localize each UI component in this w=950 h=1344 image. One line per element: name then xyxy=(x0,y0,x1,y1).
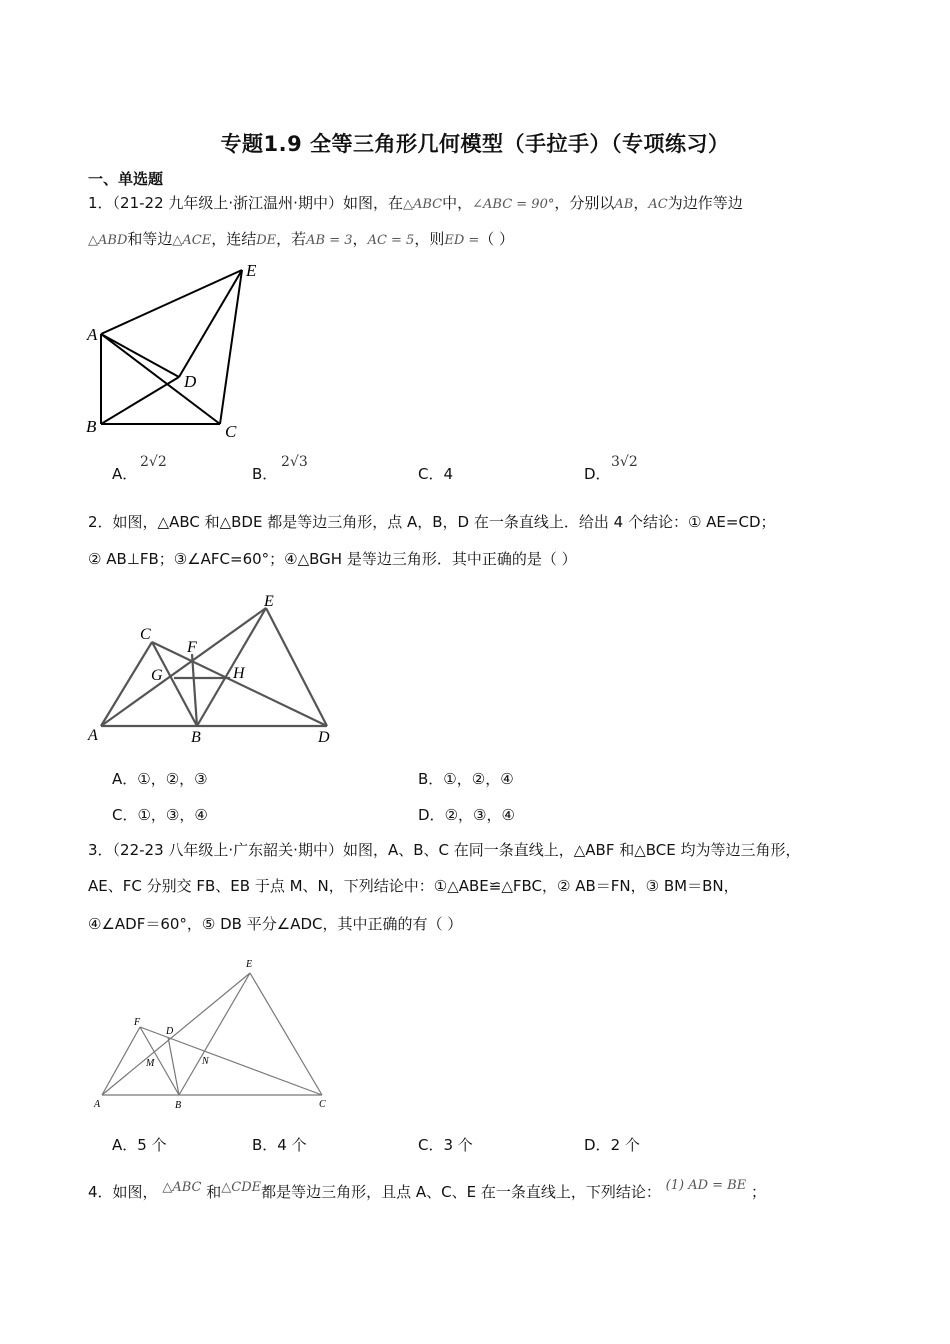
q1-number: 1． xyxy=(88,194,113,212)
q1-source: （21-22 九年级上·浙江温州·期中） xyxy=(112,194,343,212)
q1-option-d-value: 3√2 xyxy=(611,454,638,470)
q1-figure xyxy=(80,260,280,440)
q2-option-d[interactable] xyxy=(418,804,515,825)
q2-line2: ② AB⊥FB；③∠AFC=60°；④△BGH 是等边三角形．其中正确的是（ ） xyxy=(88,550,577,568)
q1-text: ， xyxy=(352,230,368,248)
q1-option-a[interactable] xyxy=(112,463,137,484)
option-value: 4 个 xyxy=(277,1136,307,1154)
q1-math: △ABC xyxy=(402,197,443,212)
q3-option-c[interactable] xyxy=(418,1134,473,1155)
q2-option-b[interactable] xyxy=(418,768,514,789)
q1-math: ED = xyxy=(444,233,480,248)
q1-math: △ABD xyxy=(88,233,128,248)
q4-math: (1) AD = BE xyxy=(665,1178,747,1193)
q4-text: 4．如图， xyxy=(88,1183,158,1201)
q2-label-b: B xyxy=(191,729,201,746)
q2-option-c[interactable] xyxy=(112,804,208,825)
option-letter: D． xyxy=(584,1136,611,1154)
q4-math: △ABC xyxy=(162,1180,202,1195)
q3-label-b: B xyxy=(175,1100,182,1111)
q3-label-n: N xyxy=(202,1056,209,1067)
q2-label-d: D xyxy=(318,729,330,746)
q3-label-e: E xyxy=(246,959,253,970)
option-letter: A． xyxy=(112,465,138,483)
q4-text: ； xyxy=(751,1183,767,1201)
page-title: 专题1.9 全等三角形几何模型（手拉手）（专项练习） xyxy=(220,132,730,156)
q1-math: △ACE xyxy=(172,233,212,248)
q3-label-f: F xyxy=(134,1017,141,1028)
option-value: ①，③，④ xyxy=(137,806,208,824)
q1-line1 xyxy=(88,193,743,215)
q1-math: ∠ABC = 90° xyxy=(472,197,555,212)
q3-figure xyxy=(90,955,340,1110)
q1-option-a-value: 2√2 xyxy=(140,454,167,470)
q2-label-f: F xyxy=(187,639,197,656)
q4-math: △CDE xyxy=(221,1180,262,1195)
q4-line1 xyxy=(88,1178,767,1204)
q1-text: 中， xyxy=(442,194,473,212)
q2-label-c: C xyxy=(140,626,151,643)
q3-figure-lines xyxy=(102,973,322,1095)
option-letter: D． xyxy=(584,465,611,483)
q1-option-b-value: 2√3 xyxy=(281,454,308,470)
q1-math: AB xyxy=(614,197,634,212)
q1-option-b[interactable] xyxy=(252,463,277,484)
q1-label-d: D xyxy=(184,372,197,391)
q1-text: （ ） xyxy=(479,230,515,248)
option-letter: A． xyxy=(112,770,138,788)
q1-text: 如图，在 xyxy=(342,194,403,212)
option-letter: D． xyxy=(418,806,445,824)
q1-text: 为边作等边 xyxy=(667,194,743,212)
q1-label-a: A xyxy=(87,325,98,344)
q1-label-e: E xyxy=(246,261,257,280)
q2-figure xyxy=(80,590,350,750)
option-value: 5 个 xyxy=(137,1136,167,1154)
option-value: 4 xyxy=(443,465,454,483)
option-value: ①，②，④ xyxy=(443,770,514,788)
q1-line2 xyxy=(88,229,514,251)
q1-option-c[interactable] xyxy=(418,463,453,484)
q3-label-c: C xyxy=(319,1099,326,1110)
q1-math: DE xyxy=(256,233,277,248)
q1-text: ，连结 xyxy=(211,230,257,248)
q1-text: 和等边 xyxy=(127,230,173,248)
q2-option-a[interactable] xyxy=(112,768,208,789)
q3-line2: AE、FC 分别交 FB、EB 于点 M、N，下列结论中：①△ABE≌△FBC，② AB＝FN，③ BM＝BN， xyxy=(88,877,739,895)
option-letter: C． xyxy=(112,806,138,824)
q2-figure-lines xyxy=(101,608,327,726)
q1-text: ， xyxy=(633,194,649,212)
q2-label-h: H xyxy=(233,665,245,682)
option-letter: B． xyxy=(418,770,444,788)
option-value: 2 个 xyxy=(610,1136,640,1154)
q1-option-d[interactable] xyxy=(584,463,611,484)
option-letter: A． xyxy=(112,1136,138,1154)
q1-math: AC xyxy=(648,197,668,212)
option-value: ①，②，③ xyxy=(137,770,208,788)
q1-math: AB = 3 xyxy=(306,233,353,248)
q3-option-b[interactable] xyxy=(252,1134,307,1155)
q1-text: ，若 xyxy=(276,230,307,248)
q3-line1 xyxy=(88,840,801,860)
q3-option-d[interactable] xyxy=(584,1134,640,1155)
q1-label-b: B xyxy=(86,417,97,436)
q4-text: 都是等边三角形，且点 A、C、E 在一条直线上，下列结论： xyxy=(261,1183,661,1201)
q1-text: ，则 xyxy=(414,230,445,248)
q4-text: 和 xyxy=(206,1183,222,1201)
q1-math: AC = 5 xyxy=(367,233,415,248)
q3-label-d: D xyxy=(166,1026,174,1037)
option-value: ②，③，④ xyxy=(444,806,515,824)
section-heading: 一、单选题 xyxy=(88,170,164,188)
q3-text: 如图，A、B、C 在同一条直线上，△ABF 和△BCE 均为等边三角形， xyxy=(342,841,801,859)
q3-label-m: M xyxy=(146,1058,155,1069)
q3-label-a: A xyxy=(94,1099,101,1110)
q3-number: 3． xyxy=(88,841,113,859)
q3-source: （22-23 八年级上·广东韶关·期中） xyxy=(112,841,343,859)
option-letter: C． xyxy=(418,465,444,483)
option-value: 3 个 xyxy=(443,1136,473,1154)
q3-option-a[interactable] xyxy=(112,1134,167,1155)
q2-line1: 2．如图，△ABC 和△BDE 都是等边三角形，点 A，B，D 在一条直线上．给出 4 个结论：① AE=CD； xyxy=(88,513,776,531)
q2-label-g: G xyxy=(151,667,163,684)
q2-label-e: E xyxy=(264,593,274,610)
q2-label-a: A xyxy=(88,727,98,744)
option-letter: B． xyxy=(252,465,278,483)
q1-figure-lines xyxy=(101,270,242,424)
option-letter: B． xyxy=(252,1136,278,1154)
q1-text: ，分别以 xyxy=(554,194,615,212)
option-letter: C． xyxy=(418,1136,444,1154)
q3-line3: ④∠ADF＝60°，⑤ DB 平分∠ADC，其中正确的有（ ） xyxy=(88,915,463,933)
q1-label-c: C xyxy=(225,422,237,441)
